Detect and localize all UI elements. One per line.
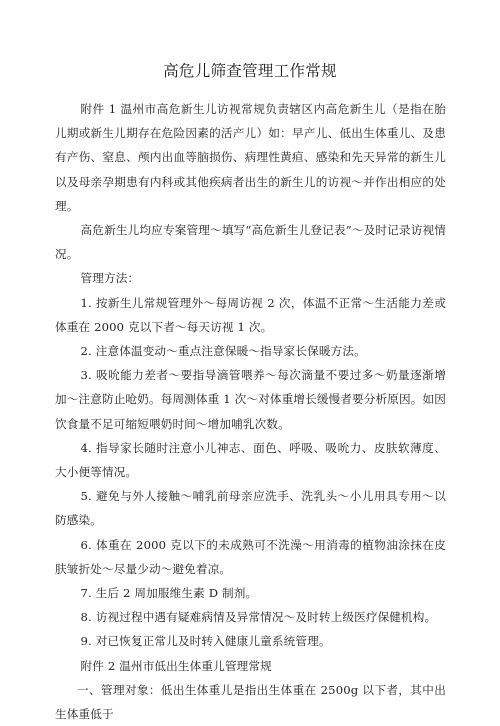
list-item-9: 9. 对已恢复正常儿及时转入健康儿童系统管理。 bbox=[80, 634, 331, 649]
paragraph-management-target: 一、管理对象：低出生体重儿是指出生体重在 2500g 以下者，其中出生体重低于 bbox=[55, 682, 446, 722]
list-item-3: 3. 吸吮能力差者～要指导滴管喂养～每次滴量不要过多～奶量逐渐增加～注意防止呛奶。每周测体重 1 次～对体重增长缓慢者要分析原因。如因饮食量不足可缩短喂奶时间～增加哺乳次数。 bbox=[55, 368, 446, 431]
paragraph-attachment-2: 附件 2 温州市低出生体重儿管理常规 bbox=[80, 658, 272, 673]
list-item-1: 1. 按新生儿常规管理外～每周访视 2 次，体温不正常～生活能力差或体重在 2000 克以下者～每天访视 1 次。 bbox=[55, 295, 446, 334]
paragraph-attachment-1: 附件 1 温州市高危新生儿访视常规负责辖区内高危新生儿（是指在胎儿期或新生儿期存在危险因素的活产儿）如：早产儿、低出生体重儿、及患有产伤、窒息、颅内出血等脑损伤、病理性黄疸、感染和先天异常的新生儿以及母亲孕期患有内科或其他疾病者出生的新生儿的访视～并作出相应的处理。 bbox=[55, 102, 446, 213]
list-item-4: 4. 指导家长随时注意小儿神志、面色、呼吸、吸吮力、皮肤软薄度、大小便等情况。 bbox=[55, 440, 446, 480]
list-item-7: 7. 生后 2 周加服维生素 D 制剂。 bbox=[80, 586, 258, 601]
document-body bbox=[55, 97, 446, 726]
paragraph-methods-heading: 管理方法： bbox=[80, 271, 140, 286]
document-title: 高危儿筛查管理工作常规 bbox=[163, 62, 337, 80]
paragraph-registration: 高危新生儿均应专案管理～填写“高危新生儿登记表”～及时记录访视情况。 bbox=[55, 223, 446, 262]
list-item-6: 6. 体重在 2000 克以下的未成熟可不洗澡～用消毒的植物油涂抹在皮肤皱折处～尽量少动～避免着凉。 bbox=[55, 537, 446, 576]
list-item-5: 5. 避免与外人接触～哺乳前母亲应洗手、洗乳头～小儿用具专用～以防感染。 bbox=[55, 489, 446, 528]
list-item-2: 2. 注意体温变动～重点注意保暖～指导家长保暖方法。 bbox=[80, 344, 366, 359]
list-item-8: 8. 访视过程中遇有疑难病情及异常情况～及时转上级医疗保健机构。 bbox=[80, 610, 437, 625]
